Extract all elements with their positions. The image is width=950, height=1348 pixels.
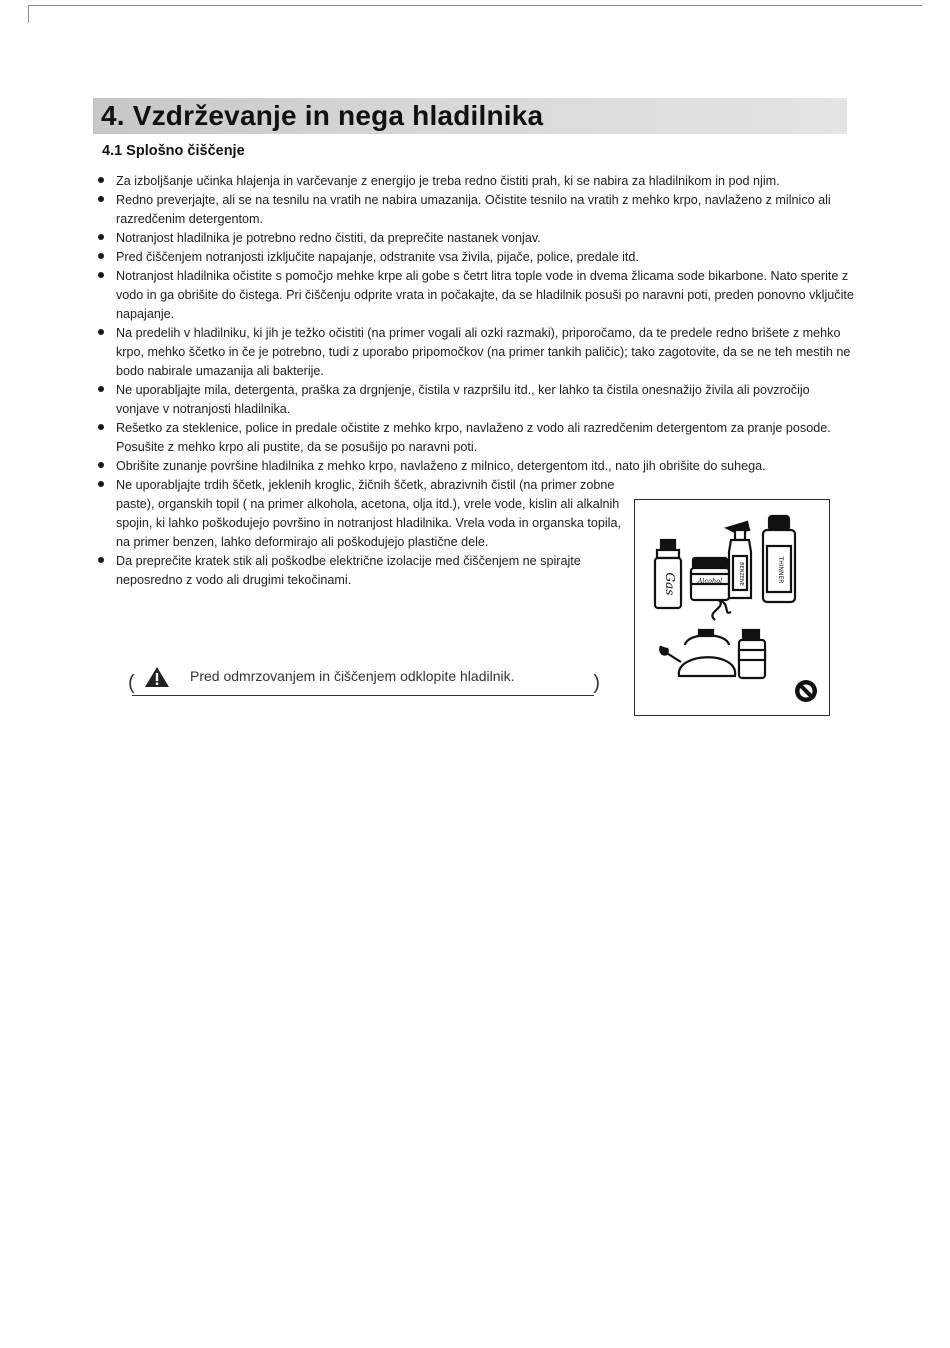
list-item-text: Ne uporabljajte trdih ščetk, jeklenih kroglic, žičnih ščetk, abrazivnih čistil (na primer zobne paste), organskih topil ( na primer alkohola, acetona, olja itd.), vrele vode, kislin ali alkalnih spojin, ki lahko poškodujejo površino in notranjost hladilnika. Vrela voda in organska topila, na primer benzen, lahko deformirajo ali poškodujejo plastične dele. xyxy=(116,478,621,549)
bullet-icon xyxy=(98,481,104,487)
benzene-label: BENZENE xyxy=(738,562,744,586)
list-item xyxy=(96,457,856,476)
thinner-can-icon xyxy=(763,516,795,602)
bullet-icon xyxy=(98,424,104,430)
warning-underline xyxy=(132,695,594,696)
section-title-bar xyxy=(93,98,847,134)
forbidden-cleaners-illustration xyxy=(634,499,830,716)
warning-text: Pred odmrzovanjem in čiščenjem odklopite hladilnik. xyxy=(190,668,515,684)
list-item-text: Za izboljšanje učinka hlajenja in varčevanje z energijo je treba redno čistiti prah, ki se nabira za hladilnikom in pod njim. xyxy=(116,174,780,188)
list-item-text: Rešetko za steklenice, police in predale očistite z mehko krpo, navlaženo z vodo ali razredčenim detergentom za pranje posode. Posušite z mehko krpo ali pustite, da se posušijo po naravni poti. xyxy=(116,421,831,454)
list-item xyxy=(96,229,856,248)
prohibited-icon xyxy=(795,680,817,702)
bullet-icon xyxy=(98,196,104,202)
gas-label: Gas xyxy=(663,572,677,596)
list-item-text: Da preprečite kratek stik ali poškodbe električne izolacije med čiščenjem ne spirajte neposredno z vodo ali drugimi tekočinami. xyxy=(116,554,581,587)
warning-bracket-right: ) xyxy=(593,672,600,694)
bullet-icon xyxy=(98,253,104,259)
small-bottle-icon xyxy=(739,630,765,678)
thinner-label: THINNER xyxy=(777,556,784,584)
page-left-rule xyxy=(28,5,29,23)
section-subtitle: 4.1 Splošno čiščenje xyxy=(102,143,245,159)
warning-note xyxy=(128,666,600,696)
warning-triangle-icon xyxy=(144,666,170,693)
list-item xyxy=(96,552,636,590)
list-item xyxy=(96,191,856,229)
list-item xyxy=(96,419,856,457)
warning-bracket-left: ( xyxy=(128,672,135,694)
bullet-icon xyxy=(98,386,104,392)
kettle-icon xyxy=(660,630,735,676)
list-item-text: Pred čiščenjem notranjosti izključite napajanje, odstranite vsa živila, pijače, police, predale itd. xyxy=(116,250,639,264)
list-item xyxy=(96,267,856,324)
steam-icon xyxy=(712,600,731,620)
page-title: 4. Vzdrževanje in nega hladilnika xyxy=(101,100,544,131)
list-item xyxy=(96,172,856,191)
list-item-text: Notranjost hladilnika očistite s pomočjo mehke krpe ali gobe s četrt litra tople vode in dvema žlicama sode bikarbone. Nato sperite z vodo in ga obrišite do čistega. Pri čiščenju odprite vrata in počakajte, da se hladilnik posuši po naravni poti, preden ponovno vključite napajanje. xyxy=(116,269,854,321)
spray-bottle-icon xyxy=(727,522,751,598)
list-item-text: Obrišite zunanje površine hladilnika z mehko krpo, navlaženo z milnico, detergentom itd., nato jih obrišite do suhega. xyxy=(116,459,766,473)
list-item xyxy=(96,476,636,552)
bullet-icon xyxy=(98,557,104,563)
list-item-text: Redno preverjajte, ali se na tesnilu na vratih ne nabira umazanija. Očistite tesnilo na vratih z mehko krpo, navlaženo z milnico ali razredčenim detergentom. xyxy=(116,193,831,226)
list-item-text: Ne uporabljajte mila, detergenta, praška za drgnjenje, čistila v razpršilu itd., ker lahko ta čistila onesnažijo živila ali povzročijo vonjave v notranjosti hladilnika. xyxy=(116,383,810,416)
list-item xyxy=(96,324,856,381)
bullet-icon xyxy=(98,329,104,335)
bullet-icon xyxy=(98,234,104,240)
page-top-rule xyxy=(28,5,922,6)
bullet-icon xyxy=(98,272,104,278)
list-item xyxy=(96,248,856,267)
bullet-icon xyxy=(98,177,104,183)
bullet-icon xyxy=(98,462,104,468)
list-item-text: Notranjost hladilnika je potrebno redno čistiti, da preprečite nastanek vonjav. xyxy=(116,231,541,245)
gas-bottle-icon xyxy=(655,540,681,608)
list-item-text: Na predelih v hladilniku, ki jih je težko očistiti (na primer vogali ali ozki razmaki), priporočamo, da te predele redno brišete z mehko krpo, mehko ščetko in če je potrebno, tudi z uporabo pripomočkov (na primer tankih paličic); tako zagotovite, da se ne teh mestih ne bodo nabirale umazanija ali bakterije. xyxy=(116,326,851,378)
alcohol-label: Alcohol xyxy=(697,577,723,585)
list-item xyxy=(96,381,856,419)
cream-jar-icon xyxy=(691,558,729,600)
